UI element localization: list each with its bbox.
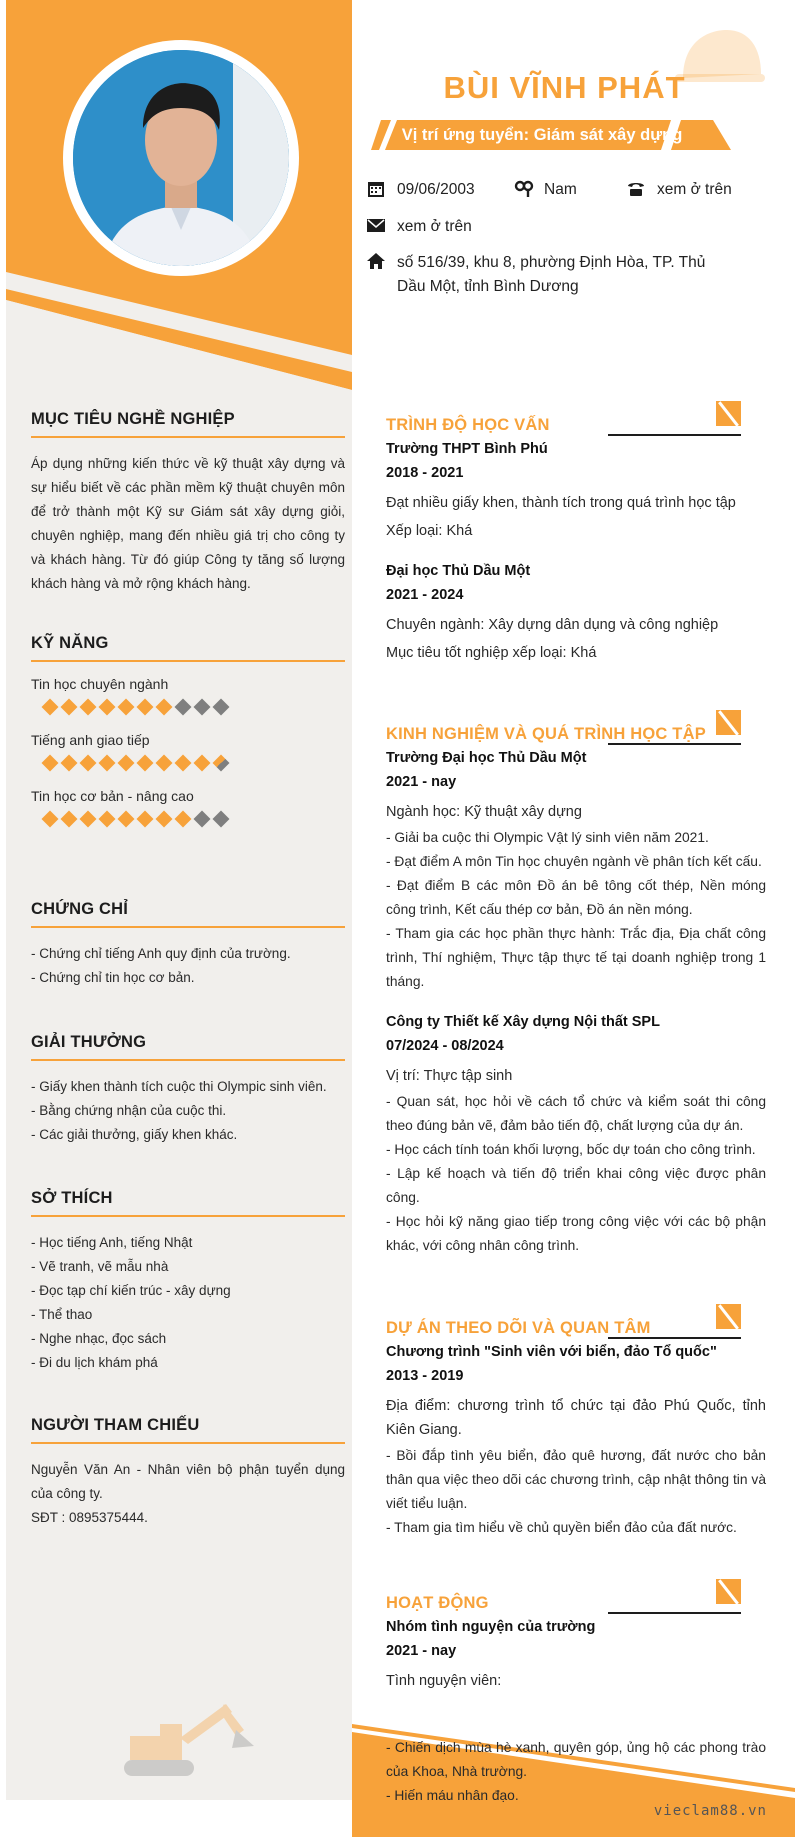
list-item: - Bồi đắp tình yêu biển, đảo quê hương, đất nước cho bản thân qua việc theo dõi các chương trình, cập nhật thông tin và viết tiểu luận. (386, 1448, 766, 1511)
reference-phone: SĐT : 0895375444. (31, 1510, 148, 1525)
list-item: - Học cách tính toán khối lượng, bốc dự toán cho công trình. (386, 1142, 756, 1157)
skill-name: Tin học chuyên ngành (31, 676, 169, 692)
project-period: 2013 - 2019 (386, 1368, 464, 1384)
list-item: - Giấy khen thành tích cuộc thi Olympic sinh viên. (31, 1079, 327, 1094)
skill-diamond (193, 811, 210, 828)
activity-period: 2021 - nay (386, 1643, 457, 1659)
skill-name: Tin học cơ bản - nâng cao (31, 788, 194, 804)
objective-section (31, 410, 345, 596)
skill-diamond (79, 755, 96, 772)
skill-diamond (60, 699, 77, 716)
activities-bullets (386, 1736, 766, 1808)
section-rule (608, 1337, 741, 1339)
project-name: Chương trình "Sinh viên với biển, đảo Tổ quốc" (386, 1344, 717, 1360)
skill-diamond (212, 811, 229, 828)
activity-role: Tình nguyện viên: (386, 1673, 502, 1689)
org-period: 2021 - nay (386, 774, 457, 790)
list-item: - Tham gia các học phần thực hành: Trắc địa, Địa chất công trình, Thí nghiệm, Thực tập thực tế tại doanh nghiệp trong 1 tháng. (386, 926, 766, 989)
skill-diamond (174, 699, 191, 716)
skill-diamond (212, 755, 229, 772)
reference-contact: Nguyễn Văn An - Nhân viên bộ phận tuyển dụng của công ty. (31, 1462, 345, 1501)
list-item: - Chiến dịch mùa hè xanh, quyên góp, ủng hộ các phong trào của Khoa, Nhà trường. (386, 1740, 766, 1779)
gender: Nam (544, 181, 577, 198)
list-item: - Đọc tạp chí kiến trúc - xây dựng (31, 1283, 231, 1298)
projects-title: DỰ ÁN THEO DÕI VÀ QUAN TÂM (386, 1319, 651, 1337)
list-item: - Quan sát, học hỏi về cách tổ chức và kiểm soát thi công theo đúng bản vẽ, đảm bảo tiến độ, chất lượng của dự án. (386, 1094, 766, 1133)
hobbies-section (31, 1189, 345, 1375)
education-section (386, 416, 766, 665)
skill-diamond (136, 811, 153, 828)
list-item: - Giải ba cuộc thi Olympic Vật lý sinh viên năm 2021. (386, 830, 709, 845)
position-title: Vị trí ứng tuyển: Giám sát xây dựng (401, 126, 683, 144)
experience-title: KINH NGHIỆM VÀ QUÁ TRÌNH HỌC TẬP (386, 725, 706, 743)
org-role: Ngành học: Kỹ thuật xây dựng (386, 804, 582, 820)
school-name: Trường THPT Bình Phú (386, 441, 548, 457)
list-item: - Tham gia tìm hiểu về chủ quyền biển đảo của đất nước. (386, 1520, 737, 1535)
email: xem ở trên (397, 218, 472, 235)
skill-diamond (98, 811, 115, 828)
skill-diamond (155, 811, 172, 828)
school-period: 2021 - 2024 (386, 587, 464, 603)
list-item: - Thể thao (31, 1307, 93, 1322)
excavator-illustration (116, 1690, 266, 1790)
org-period: 07/2024 - 08/2024 (386, 1038, 504, 1054)
birthday: 09/06/2003 (397, 181, 475, 198)
list-item: - Nghe nhạc, đọc sách (31, 1331, 167, 1346)
skill-rating (41, 754, 345, 772)
skills-section (31, 634, 345, 844)
section-corner-mark (716, 1304, 741, 1329)
edu-detail: Đạt nhiều giấy khen, thành tích trong quá trình học tập (386, 495, 736, 511)
candidate-name: BÙI VĨNH PHÁT (443, 70, 686, 105)
projects-section (386, 1319, 766, 1540)
edu-detail: Mục tiêu tốt nghiệp xếp loại: Khá (386, 645, 597, 661)
skill-diamond (155, 755, 172, 772)
skill-diamond (193, 755, 210, 772)
skill-diamond (155, 699, 172, 716)
phone-icon (626, 179, 646, 199)
skills-title: KỸ NĂNG (31, 634, 345, 662)
skill-item (31, 788, 345, 828)
skill-diamond (98, 755, 115, 772)
certificates-title: CHỨNG CHỈ (31, 900, 345, 928)
list-item: - Hiến máu nhân đạo. (386, 1788, 519, 1803)
list-item: - Lập kế hoạch và tiến độ triển khai công việc được phân công. (386, 1166, 766, 1205)
skill-name: Tiếng anh giao tiếp (31, 732, 150, 748)
skill-diamond (174, 811, 191, 828)
skill-diamond (98, 699, 115, 716)
section-rule (608, 434, 741, 436)
skill-diamond (212, 699, 229, 716)
skill-item (31, 732, 345, 772)
section-rule (608, 743, 741, 745)
watermark: vieclam88.vn (653, 1803, 767, 1819)
list-item: - Các giải thưởng, giấy khen khác. (31, 1127, 238, 1142)
list-item: - Đạt điểm B các môn Đồ án bê tông cốt thép, Nền móng công trình, Kết cấu thép cơ bản, Đồ án nền móng. (386, 878, 766, 917)
objective-title: MỤC TIÊU NGHỀ NGHIỆP (31, 410, 345, 438)
certificates-section (31, 900, 345, 990)
experience-section (386, 725, 766, 1258)
skill-diamond (60, 755, 77, 772)
list-item: - Học hỏi kỹ năng giao tiếp trong công việc với các bộ phận khác, với công nhân công trình. (386, 1214, 766, 1253)
skill-rating (41, 698, 345, 716)
list-item: - Chứng chỉ tiếng Anh quy định của trường. (31, 946, 291, 961)
calendar-icon (366, 179, 386, 199)
school-period: 2018 - 2021 (386, 465, 464, 481)
section-rule (608, 1612, 741, 1614)
list-item: - Vẽ tranh, vẽ mẫu nhà (31, 1259, 169, 1274)
list-item: - Đạt điểm A môn Tin học chuyên ngành về phân tích kết cấu. (386, 854, 762, 869)
left-column (6, 0, 352, 1800)
skill-diamond (60, 811, 77, 828)
org-role: Vị trí: Thực tập sinh (386, 1068, 513, 1084)
edu-detail: Chuyên ngành: Xây dựng dân dụng và công nghiệp (386, 617, 719, 633)
edu-detail: Xếp loại: Khá (386, 523, 473, 539)
references-title: NGƯỜI THAM CHIẾU (31, 1416, 345, 1444)
skill-rating (41, 810, 345, 828)
section-corner-mark (716, 1579, 741, 1604)
list-item: - Chứng chỉ tin học cơ bản. (31, 970, 195, 985)
list-item: - Học tiếng Anh, tiếng Nhật (31, 1235, 193, 1250)
education-title: TRÌNH ĐỘ HỌC VẤN (386, 416, 550, 434)
profile-photo (73, 50, 289, 266)
awards-section (31, 1033, 345, 1147)
skill-diamond (117, 811, 134, 828)
skill-diamond (41, 755, 58, 772)
skill-diamond (136, 699, 153, 716)
skill-diamond (193, 699, 210, 716)
awards-title: GIẢI THƯỞNG (31, 1033, 345, 1061)
org-name: Trường Đại học Thủ Dầu Một (386, 750, 587, 766)
references-section (31, 1416, 345, 1530)
right-column (352, 0, 795, 1837)
skill-diamond (174, 755, 191, 772)
home-icon (366, 251, 386, 271)
list-item: - Đi du lịch khám phá (31, 1355, 158, 1370)
school-name: Đại học Thủ Dầu Một (386, 563, 531, 579)
activity-name: Nhóm tình nguyện của trường (386, 1619, 596, 1635)
skill-diamond (79, 811, 96, 828)
gender-icon (514, 179, 534, 199)
skill-item (31, 676, 345, 716)
list-item: - Bằng chứng nhận của cuộc thi. (31, 1103, 227, 1118)
skill-diamond (136, 755, 153, 772)
section-corner-mark (716, 401, 741, 426)
phone: xem ở trên (657, 181, 732, 198)
org-name: Công ty Thiết kế Xây dựng Nội thất SPL (386, 1014, 660, 1030)
activities-section (386, 1594, 766, 1693)
skill-diamond (79, 699, 96, 716)
address: số 516/39, khu 8, phường Định Hòa, TP. Thủ Dầu Một, tỉnh Bình Dương (397, 254, 706, 295)
email-icon (366, 215, 386, 235)
skill-diamond (117, 755, 134, 772)
avatar (63, 40, 299, 276)
project-place: Địa điểm: chương trình tổ chức tại đảo Phú Quốc, tỉnh Kiên Giang. (386, 1398, 766, 1438)
hobbies-title: SỞ THÍCH (31, 1189, 345, 1217)
section-corner-mark (716, 710, 741, 735)
skill-diamond (117, 699, 134, 716)
skill-diamond (41, 699, 58, 716)
activities-title: HOẠT ĐỘNG (386, 1594, 489, 1612)
skill-diamond (41, 811, 58, 828)
objective-text: Áp dụng những kiến thức về kỹ thuật xây dựng và sự hiểu biết về các phần mềm kỹ thuật chuyên môn để trở thành một Kỹ sư Giám sát xây dựng giỏi, chuyên nghiệp, mang đến nhiều giá trị cho công ty và khách hàng. Từ đó giúp Công ty tăng số lượng khách hàng và mở rộng khách hàng. (31, 456, 345, 591)
